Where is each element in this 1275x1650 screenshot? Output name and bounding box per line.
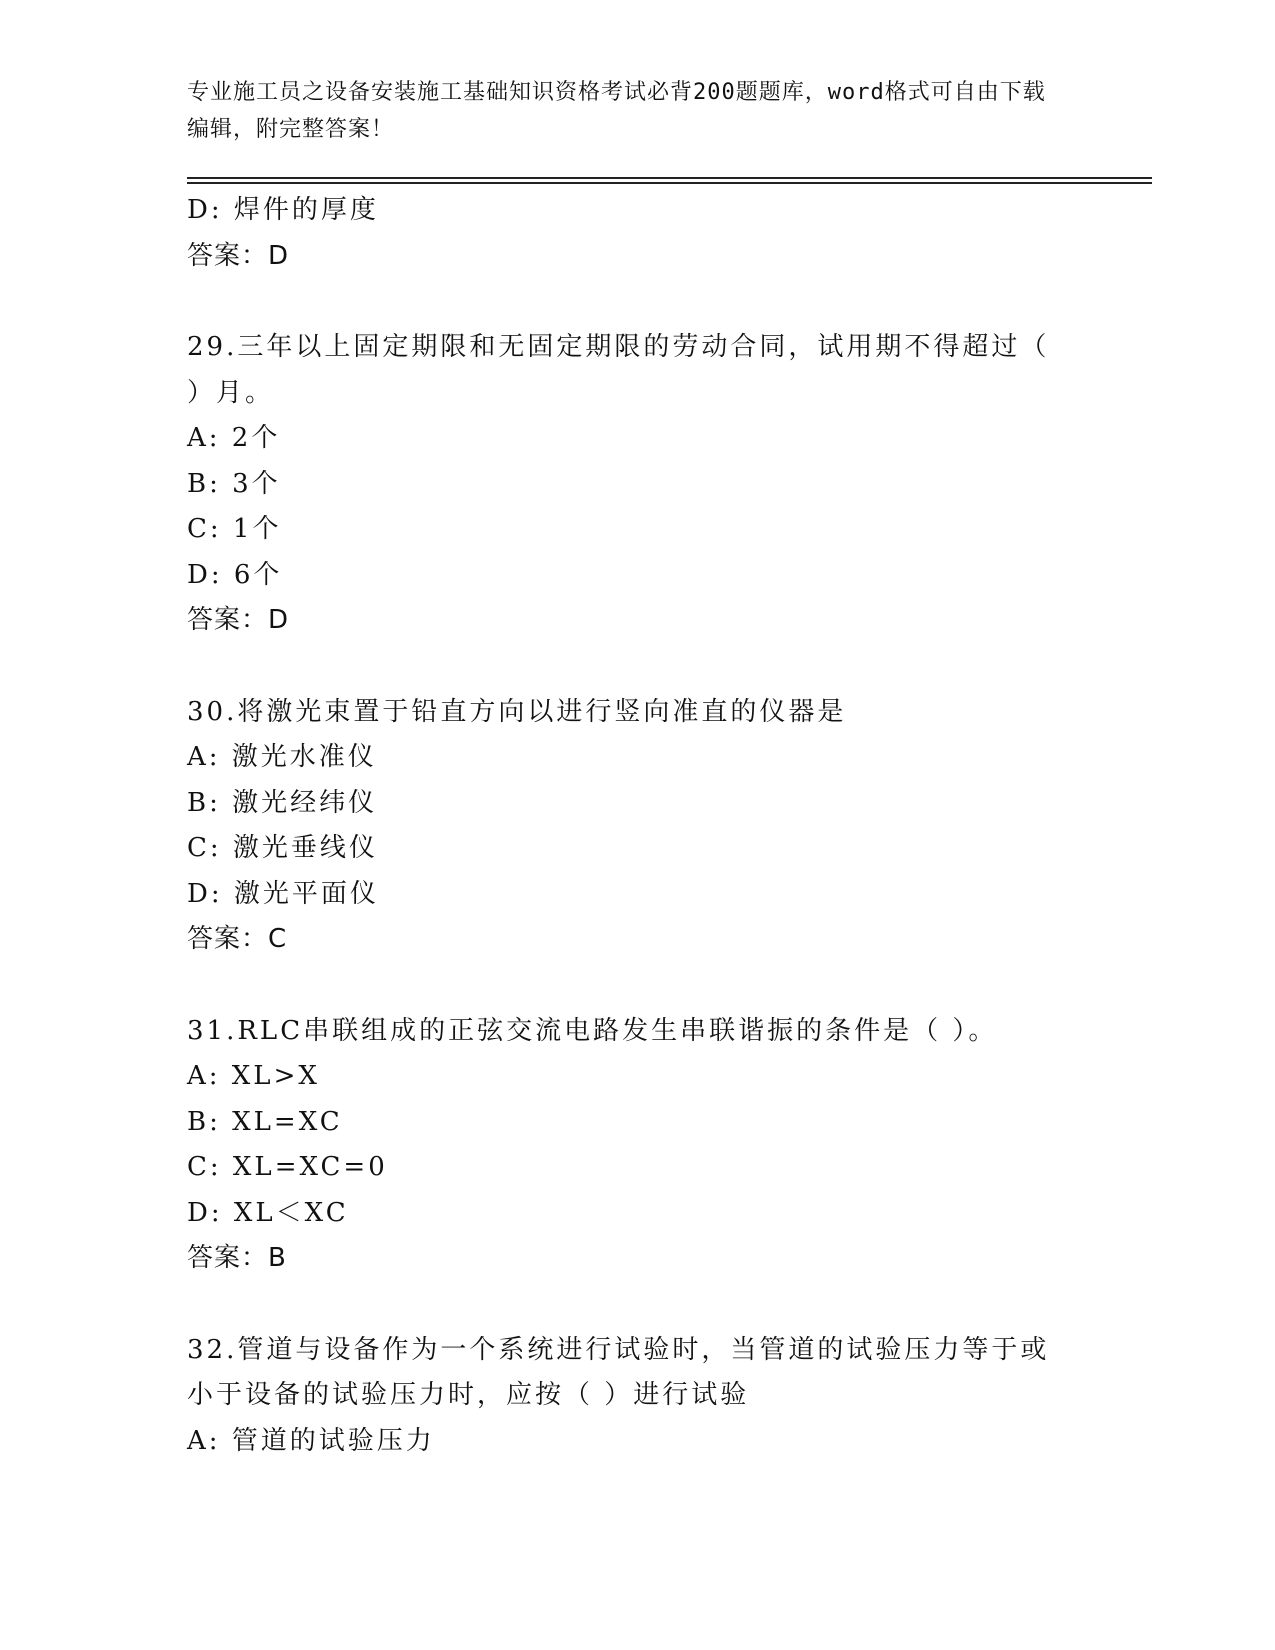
question-block-29 xyxy=(187,325,1087,644)
document-header: 专业施工员之设备安装施工基础知识资格考试必背200题题库，word格式可自由下载编辑，附完整答案！ xyxy=(187,80,1046,142)
spacer xyxy=(187,963,1087,1009)
spacer xyxy=(187,1282,1087,1328)
question-block-28 xyxy=(187,188,1087,279)
spacer xyxy=(187,279,1087,325)
option-b: B: XL=XC xyxy=(187,1106,343,1137)
option-d: D: 6个 xyxy=(187,559,283,590)
option-b: B: 3个 xyxy=(187,468,281,499)
question-text: 30.将激光束置于铅直方向以进行竖向准直的仪器是 xyxy=(187,696,847,727)
option-b: B: 激光经纬仪 xyxy=(187,787,378,818)
question-text: 31.RLC串联组成的正弦交流电路发生串联谐振的条件是（ ）。 xyxy=(187,1015,998,1046)
option-a: A: 激光水准仪 xyxy=(187,742,377,772)
option-c: C: 激光垂线仪 xyxy=(187,833,378,863)
option-c: C: XL=XC=0 xyxy=(187,1152,388,1182)
spacer xyxy=(187,644,1087,690)
answer-line: 答案：D xyxy=(187,240,290,271)
option-a: A: XL>X xyxy=(187,1061,320,1091)
option-c: C: 1个 xyxy=(187,514,282,544)
header-divider-top xyxy=(187,177,1152,179)
question-block-31 xyxy=(187,1009,1087,1282)
question-list xyxy=(187,188,1087,1464)
question-block-32 xyxy=(187,1328,1087,1465)
answer-line: 答案：B xyxy=(187,1243,287,1273)
question-block-30 xyxy=(187,690,1087,963)
option-a: A: 2个 xyxy=(187,423,281,453)
option-d: D: XL＜XC xyxy=(187,1197,349,1228)
option-d: D: 激光平面仪 xyxy=(187,878,379,909)
option-d: D: 焊件的厚度 xyxy=(187,195,379,225)
question-text: 29.三年以上固定期限和无固定期限的劳动合同，试用期不得超过（ ）月。 xyxy=(187,332,1050,408)
answer-line: 答案：D xyxy=(187,605,290,635)
header-divider-bottom xyxy=(187,182,1152,184)
answer-line: 答案：C xyxy=(187,924,288,954)
option-a: A: 管道的试验压力 xyxy=(187,1425,435,1456)
question-text: 32.管道与设备作为一个系统进行试验时，当管道的试验压力等于或小于设备的试验压力时，应按（ ）进行试验 xyxy=(187,1334,1050,1410)
